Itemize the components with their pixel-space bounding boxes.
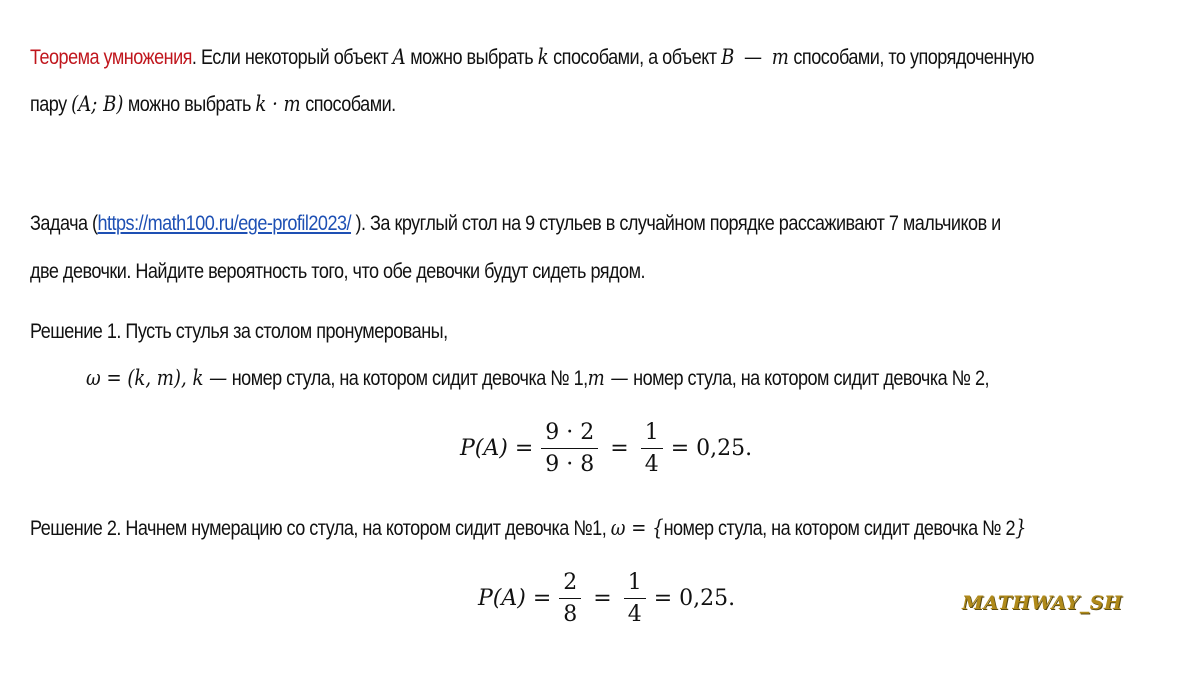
formula1-fraction-1 bbox=[541, 420, 598, 477]
formula1-result: = 0,25. bbox=[670, 436, 753, 461]
var-m: m bbox=[771, 45, 789, 69]
solution1-formula bbox=[460, 420, 752, 477]
omega-definition: ω = (k, m), k — bbox=[86, 366, 228, 390]
theorem-text-1: . Если некоторый объект bbox=[191, 46, 389, 69]
solution1-title-text: Решение 1. Пусть стулья за столом пронумерованы, bbox=[30, 320, 448, 343]
problem-text-2: две девочки. Найдите вероятность того, что обе девочки будут сидеть рядом. bbox=[30, 260, 645, 283]
theorem-line-1 bbox=[30, 45, 1034, 70]
problem-text-1: ). За круглый стол на 9 стульев в случайном порядке рассаживают 7 мальчиков и bbox=[351, 212, 1001, 235]
solution2-omega: ω = { bbox=[610, 516, 664, 540]
solution1-omega-line bbox=[86, 366, 989, 391]
formula2-frac2-numerator: 1 bbox=[627, 570, 642, 595]
formula2-lhs: P(A) = bbox=[478, 586, 552, 611]
formula1-equals: = bbox=[610, 436, 629, 461]
formula2-result: = 0,25. bbox=[653, 586, 736, 611]
problem-line-1 bbox=[30, 212, 1001, 236]
pair: (A; B) bbox=[71, 92, 124, 116]
formula1-frac2-numerator: 1 bbox=[644, 420, 659, 445]
omega-m-text: номер стула, на котором сидит девочка № 2, bbox=[633, 367, 990, 390]
var-b: B bbox=[721, 45, 735, 69]
theorem-text-7: способами. bbox=[305, 93, 396, 116]
omega-k-text: номер стула, на котором сидит девочка № 1, bbox=[231, 367, 588, 390]
formula1-fraction-2 bbox=[641, 420, 663, 477]
formula2-equals: = bbox=[593, 586, 612, 611]
solution2-set-text: номер стула, на котором сидит девочка № 2 bbox=[663, 517, 1015, 540]
theorem-title: Теорема умножения bbox=[30, 46, 192, 69]
theorem-text-5: пару bbox=[30, 93, 67, 116]
formula1-lhs: P(A) = bbox=[460, 436, 534, 461]
theorem-text-4: способами, то упорядоченную bbox=[793, 46, 1034, 69]
watermark-logo: MATHWAY_SH bbox=[962, 592, 1123, 614]
formula2-frac1-denominator: 8 bbox=[559, 598, 581, 627]
formula1-frac1-denominator: 9 · 8 bbox=[541, 448, 598, 477]
theorem-text-6: можно выбрать bbox=[127, 93, 251, 116]
formula1-frac1-numerator: 9 · 2 bbox=[545, 420, 595, 445]
formula1-frac2-denominator: 4 bbox=[641, 448, 663, 477]
solution2-close: } bbox=[1014, 516, 1027, 540]
solution2-text: Решение 2. Начнем нумерацию со стула, на котором сидит девочка №1, bbox=[30, 517, 607, 540]
m-dash: m — bbox=[587, 366, 629, 390]
var-a: A bbox=[392, 45, 406, 69]
theorem-line-2 bbox=[30, 92, 396, 117]
dash: — bbox=[744, 45, 763, 69]
solution1-title bbox=[30, 320, 448, 344]
var-k: k bbox=[537, 45, 549, 69]
product: k · m bbox=[255, 92, 301, 116]
formula2-frac2-denominator: 4 bbox=[624, 598, 646, 627]
formula2-fraction-1 bbox=[559, 570, 581, 627]
theorem-text-3: способами, а объект bbox=[553, 46, 717, 69]
formula2-fraction-2 bbox=[624, 570, 646, 627]
formula2-frac1-numerator: 2 bbox=[563, 570, 578, 595]
solution2-formula bbox=[478, 570, 735, 627]
problem-line-2 bbox=[30, 260, 645, 284]
problem-label: Задача ( bbox=[30, 212, 98, 235]
theorem-text-2: можно выбрать bbox=[410, 46, 534, 69]
solution2-line bbox=[30, 516, 1026, 541]
problem-link[interactable]: https://math100.ru/ege-profil2023/ bbox=[97, 212, 352, 235]
